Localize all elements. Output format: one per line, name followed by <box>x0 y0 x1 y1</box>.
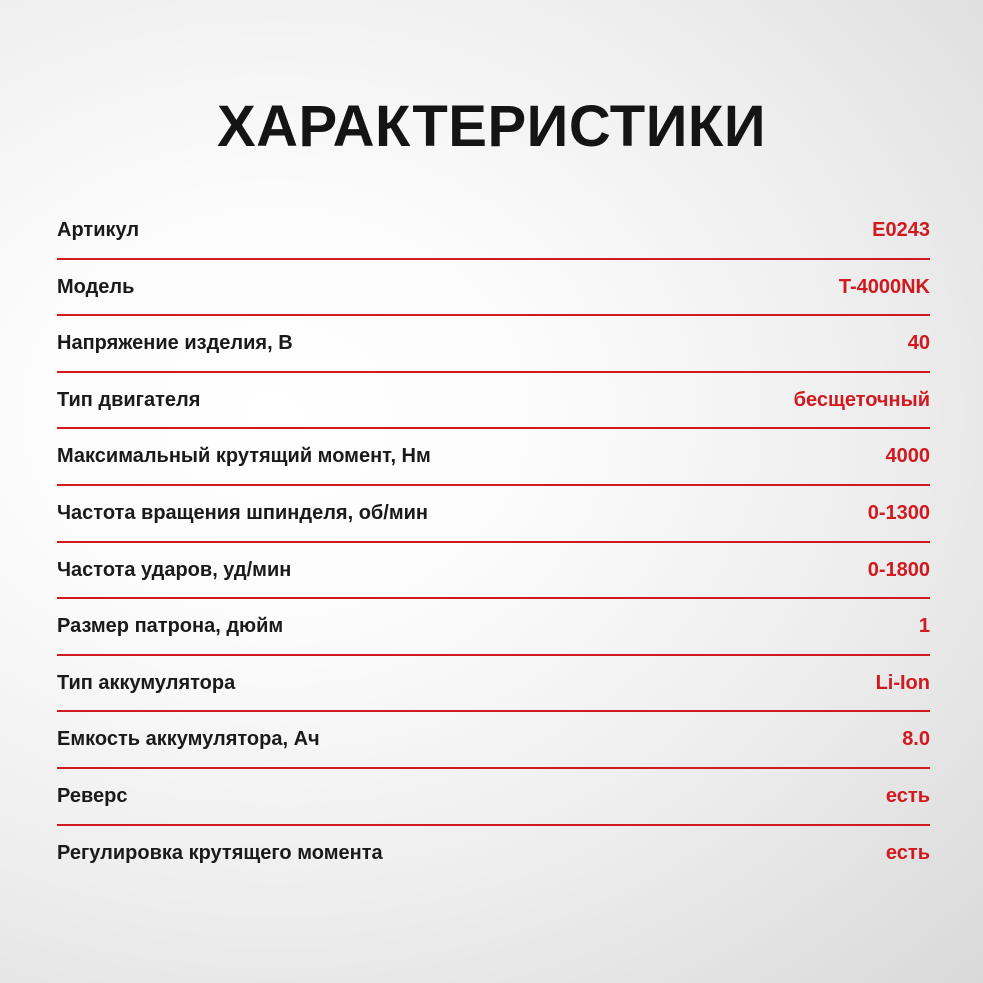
spec-label: Максимальный крутящий момент, Нм <box>57 445 431 468</box>
spec-row <box>57 769 930 826</box>
spec-value: 0-1800 <box>867 558 930 581</box>
spec-value: есть <box>885 784 930 807</box>
spec-row <box>57 260 930 317</box>
spec-row <box>57 712 930 769</box>
spec-label: Частота ударов, уд/мин <box>57 558 292 581</box>
spec-label: Артикул <box>57 219 140 241</box>
spec-row <box>57 543 930 600</box>
spec-value: 4000 <box>885 445 930 468</box>
spec-value: бесщеточный <box>793 388 930 411</box>
spec-row <box>57 656 930 713</box>
spec-label: Регулировка крутящего момента <box>57 841 383 864</box>
spec-row <box>57 373 930 430</box>
spec-row <box>57 316 930 373</box>
spec-label: Тип аккумулятора <box>57 671 236 694</box>
spec-label: Размер патрона, дюйм <box>57 615 284 638</box>
spec-value: 1 <box>918 615 930 638</box>
spec-row <box>57 486 930 543</box>
spec-label: Напряжение изделия, В <box>57 332 293 355</box>
page-title: ХАРАКТЕРИСТИКИ <box>216 94 767 159</box>
spec-value: есть <box>885 841 930 864</box>
spec-value: 0-1300 <box>867 501 930 524</box>
spec-value: 40 <box>907 332 930 355</box>
spec-row <box>57 429 930 486</box>
spec-table <box>57 203 930 882</box>
spec-row <box>57 599 930 656</box>
spec-label: Емкость аккумулятора, Ач <box>57 728 320 751</box>
spec-label: Частота вращения шпинделя, об/мин <box>57 501 428 524</box>
spec-row <box>57 826 930 883</box>
spec-label: Реверс <box>57 784 128 807</box>
spec-row <box>57 203 930 260</box>
spec-value: Li-Ion <box>875 671 930 694</box>
spec-value: E0243 <box>872 219 930 241</box>
spec-value: 8.0 <box>902 728 930 751</box>
spec-label: Тип двигателя <box>57 388 201 411</box>
spec-value: T-4000NK <box>838 275 930 298</box>
spec-label: Модель <box>57 275 135 298</box>
